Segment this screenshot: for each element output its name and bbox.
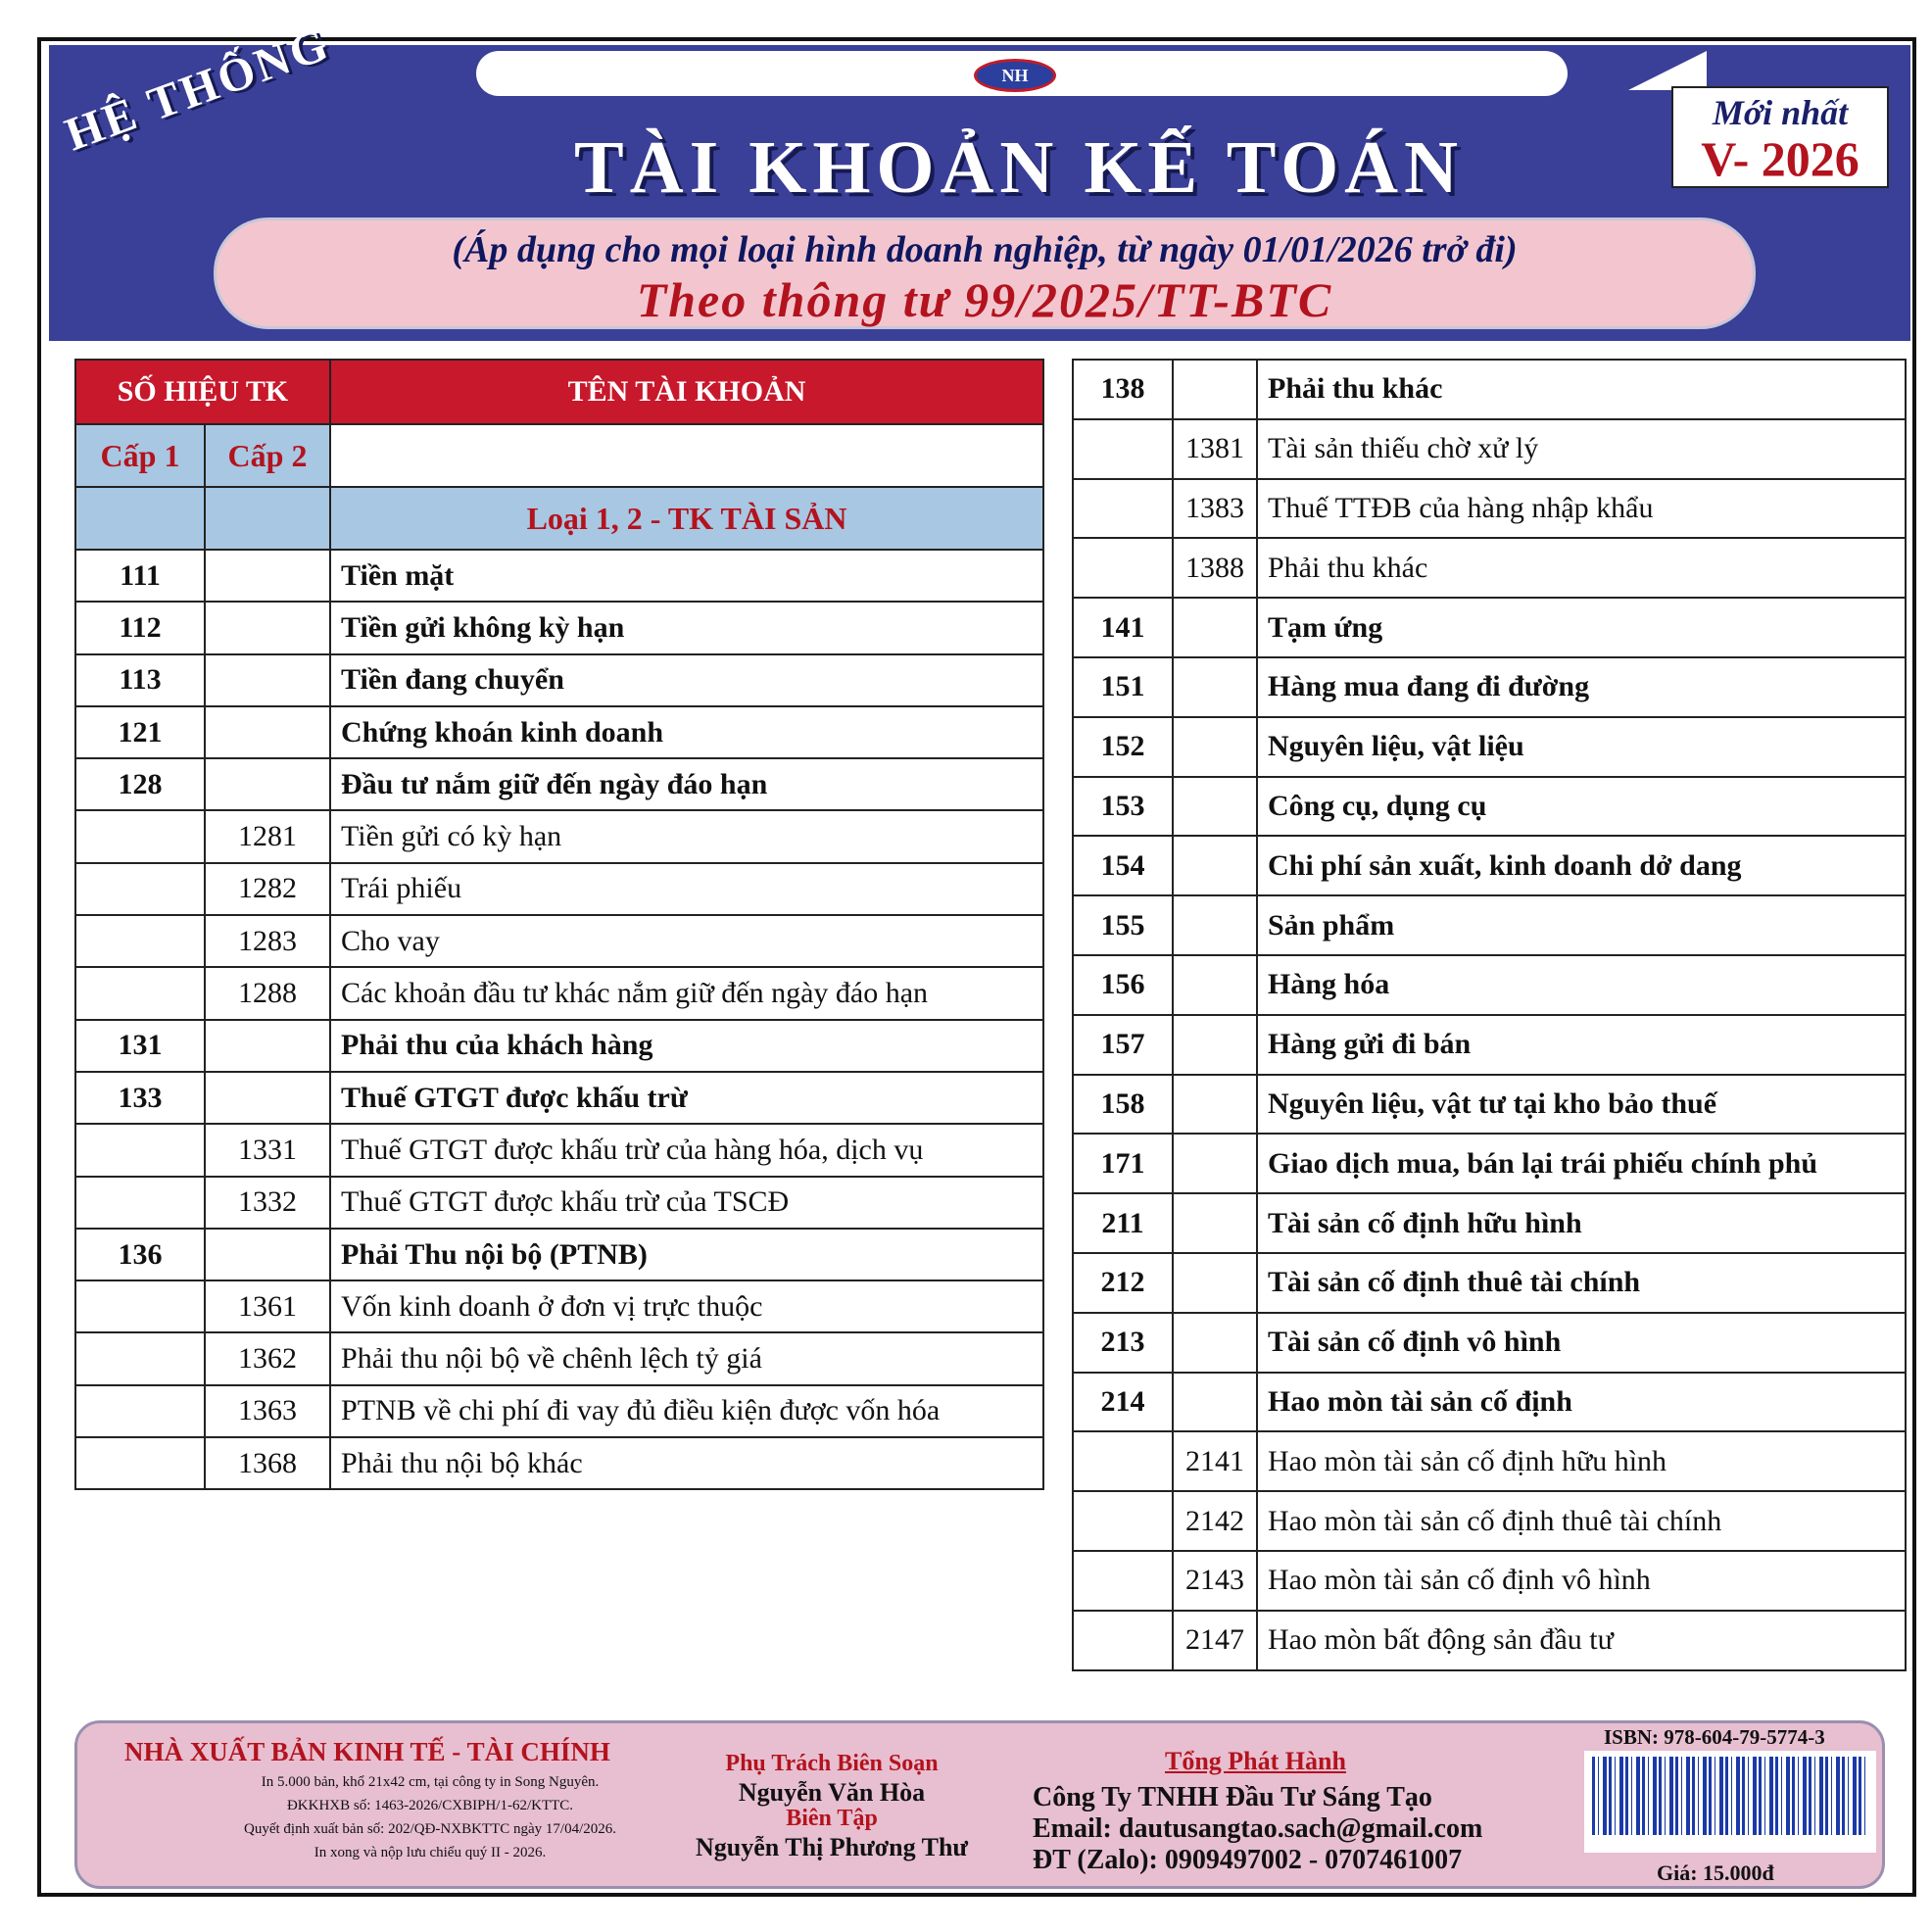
- account-name: Tài sản cố định hữu hình: [1257, 1193, 1906, 1253]
- level1-code: 128: [75, 758, 205, 810]
- account-row: [1073, 360, 1906, 419]
- account-row: [1073, 1373, 1906, 1432]
- subtitle-pill: [214, 217, 1756, 329]
- copyeditor-name: Nguyễn Thị Phương Thư: [695, 1833, 969, 1861]
- distributor-email: Email: dautusangtao.sach@gmail.com: [1033, 1813, 1483, 1844]
- account-name: Hàng mua đang đi đường: [1257, 657, 1906, 717]
- level2-code: 1363: [205, 1385, 330, 1437]
- price-label: Giá: 15.000đ: [1657, 1860, 1774, 1885]
- level2-code: [1173, 836, 1257, 895]
- level2-code: [205, 1229, 330, 1280]
- account-row: [75, 1332, 1043, 1384]
- account-row: [75, 602, 1043, 653]
- level2-code: 1383: [1173, 479, 1257, 539]
- level2-code: [1173, 955, 1257, 1015]
- account-row: [75, 863, 1043, 915]
- account-row: [1073, 479, 1906, 539]
- account-name: Chi phí sản xuất, kinh doanh dở dang: [1257, 836, 1906, 895]
- account-row: [75, 1020, 1043, 1072]
- account-name: Hao mòn tài sản cố định thuê tài chính: [1257, 1491, 1906, 1551]
- level2-code: [1173, 1015, 1257, 1075]
- account-row: [75, 1124, 1043, 1176]
- level1-code: [75, 1437, 205, 1489]
- distributor-label: Tổng Phát Hành: [1165, 1747, 1346, 1775]
- level1-code: [75, 1280, 205, 1332]
- account-name: Tiền gửi có kỳ hạn: [330, 810, 1043, 862]
- level1-code: 156: [1073, 955, 1173, 1015]
- account-row: [1073, 598, 1906, 657]
- copyeditor-label: Biên Tập: [786, 1806, 878, 1831]
- level1-code: [75, 967, 205, 1019]
- subtitle-circular: Theo thông tư 99/2025/TT-BTC: [636, 272, 1333, 327]
- level2-code: 1331: [205, 1124, 330, 1176]
- account-name: PTNB về chi phí đi vay đủ điều kiện được vốn hóa: [330, 1385, 1043, 1437]
- level1-code: 133: [75, 1072, 205, 1124]
- account-row: [1073, 538, 1906, 598]
- account-name: Thuế TTĐB của hàng nhập khẩu: [1257, 479, 1906, 539]
- print-info-line: In 5.000 bản, khổ 21x42 cm, tại công ty in Song Nguyên.: [261, 1774, 600, 1790]
- level2-code: 1362: [205, 1332, 330, 1384]
- category-row: [75, 487, 1043, 550]
- level1-code: [75, 863, 205, 915]
- level2-code: 1282: [205, 863, 330, 915]
- account-row: [75, 1177, 1043, 1229]
- account-name: Tạm ứng: [1257, 598, 1906, 657]
- account-name: Chứng khoán kinh doanh: [330, 706, 1043, 758]
- account-name: Thuế GTGT được khấu trừ của hàng hóa, dịch vụ: [330, 1124, 1043, 1176]
- level1-code: [1073, 1431, 1173, 1491]
- level1-code: [1073, 538, 1173, 598]
- level1-code: [1073, 419, 1173, 479]
- empty-header-cell: [330, 424, 1043, 487]
- level1-code: 154: [1073, 836, 1173, 895]
- level2-code: [1173, 657, 1257, 717]
- level2-code: [1173, 360, 1257, 419]
- publisher-logo: NH: [974, 59, 1056, 92]
- account-name: Tài sản cố định thuê tài chính: [1257, 1253, 1906, 1313]
- level2-code: [205, 758, 330, 810]
- account-name: Tiền mặt: [330, 550, 1043, 602]
- level1-code: 157: [1073, 1015, 1173, 1075]
- print-info-line: Quyết định xuất bản số: 202/QĐ-NXBKTTC ngày 17/04/2026.: [244, 1821, 616, 1837]
- account-name: Tài sản cố định vô hình: [1257, 1313, 1906, 1373]
- publisher-footer: [74, 1720, 1885, 1889]
- level-header-row: [75, 424, 1043, 487]
- level1-code: [1073, 479, 1173, 539]
- level1-code: 131: [75, 1020, 205, 1072]
- empty-category-cell: [205, 487, 330, 550]
- level1-code: 112: [75, 602, 205, 653]
- level1-code: 111: [75, 550, 205, 602]
- level1-column-header: Cấp 1: [75, 424, 205, 487]
- level2-code: [1173, 1253, 1257, 1313]
- level2-code: [1173, 895, 1257, 955]
- level1-code: [75, 1124, 205, 1176]
- level2-code: 2142: [1173, 1491, 1257, 1551]
- level2-code: 1281: [205, 810, 330, 862]
- account-row: [1073, 1551, 1906, 1611]
- level2-code: 2147: [1173, 1611, 1257, 1670]
- level1-code: [1073, 1611, 1173, 1670]
- account-row: [75, 654, 1043, 706]
- account-row: [1073, 717, 1906, 777]
- level2-code: [205, 654, 330, 706]
- account-name: Cho vay: [330, 915, 1043, 967]
- account-name: Phải thu nội bộ khác: [330, 1437, 1043, 1489]
- account-name: Hàng hóa: [1257, 955, 1906, 1015]
- account-name: Trái phiếu: [330, 863, 1043, 915]
- level1-code: 155: [1073, 895, 1173, 955]
- badge-latest-label: Mới nhất: [1712, 93, 1849, 132]
- publisher-name: NHÀ XUẤT BẢN KINH TẾ - TÀI CHÍNH: [124, 1737, 610, 1766]
- account-name: Phải thu khác: [1257, 360, 1906, 419]
- level1-code: 153: [1073, 777, 1173, 837]
- level1-code: 214: [1073, 1373, 1173, 1432]
- account-name: Tiền đang chuyển: [330, 654, 1043, 706]
- account-row: [1073, 419, 1906, 479]
- level2-code: 1283: [205, 915, 330, 967]
- level2-code: [1173, 1075, 1257, 1135]
- account-name: Hao mòn bất động sản đầu tư: [1257, 1611, 1906, 1670]
- account-name: Thuế GTGT được khấu trừ: [330, 1072, 1043, 1124]
- level1-code: [75, 1177, 205, 1229]
- account-name: Đầu tư nắm giữ đến ngày đáo hạn: [330, 758, 1043, 810]
- account-row: [75, 1385, 1043, 1437]
- level2-code: [1173, 1373, 1257, 1432]
- account-name: Tiền gửi không kỳ hạn: [330, 602, 1043, 653]
- level2-code: 1288: [205, 967, 330, 1019]
- level1-code: 171: [1073, 1134, 1173, 1193]
- account-row: [1073, 777, 1906, 837]
- level1-code: 213: [1073, 1313, 1173, 1373]
- level1-code: 211: [1073, 1193, 1173, 1253]
- empty-category-cell: [75, 487, 205, 550]
- account-row: [1073, 955, 1906, 1015]
- distributor-phone: ĐT (Zalo): 0909497002 - 0707461007: [1033, 1845, 1463, 1875]
- level2-code: [205, 706, 330, 758]
- level2-code: 1368: [205, 1437, 330, 1489]
- level1-code: 138: [1073, 360, 1173, 419]
- account-row: [75, 810, 1043, 862]
- account-name: Hao mòn tài sản cố định hữu hình: [1257, 1431, 1906, 1491]
- subtitle-applicability: (Áp dụng cho mọi loại hình doanh nghiệp, từ ngày 01/01/2026 trở đi): [452, 229, 1518, 270]
- level1-code: [75, 915, 205, 967]
- account-row: [1073, 1313, 1906, 1373]
- barcode-bars: [1592, 1757, 1866, 1835]
- badge-pointer: [1628, 51, 1707, 90]
- level2-code: 1332: [205, 1177, 330, 1229]
- title-prefix: HỆ THỐNG: [58, 17, 338, 162]
- account-row: [1073, 895, 1906, 955]
- level2-code: [205, 602, 330, 653]
- account-name: Vốn kinh doanh ở đơn vị trực thuộc: [330, 1280, 1043, 1332]
- level2-column-header: Cấp 2: [205, 424, 330, 487]
- table-header-row: [75, 360, 1043, 424]
- account-row: [75, 1437, 1043, 1489]
- level2-code: [1173, 598, 1257, 657]
- page-title: TÀI KHOẢN KẾ TOÁN: [574, 126, 1464, 209]
- account-row: [1073, 1134, 1906, 1193]
- name-column-header: TÊN TÀI KHOẢN: [330, 360, 1043, 424]
- category-label: Loại 1, 2 - TK TÀI SẢN: [330, 487, 1043, 550]
- account-name: Nguyên liệu, vật tư tại kho bảo thuế: [1257, 1075, 1906, 1135]
- account-row: [1073, 836, 1906, 895]
- print-info-line: In xong và nộp lưu chiểu quý II - 2026.: [314, 1845, 547, 1860]
- account-row: [1073, 1611, 1906, 1670]
- account-name: Giao dịch mua, bán lại trái phiếu chính phủ: [1257, 1134, 1906, 1193]
- account-row: [75, 1229, 1043, 1280]
- account-row: [1073, 657, 1906, 717]
- level1-code: [75, 810, 205, 862]
- distributor-name: Công Ty TNHH Đầu Tư Sáng Tạo: [1033, 1782, 1432, 1812]
- level1-code: [75, 1332, 205, 1384]
- level2-code: 1381: [1173, 419, 1257, 479]
- level2-code: [205, 1072, 330, 1124]
- account-row: [75, 1280, 1043, 1332]
- accounts-table-left: [74, 359, 1044, 1490]
- account-name: Nguyên liệu, vật liệu: [1257, 717, 1906, 777]
- editor-label: Phụ Trách Biên Soạn: [725, 1751, 939, 1776]
- level2-code: [1173, 1193, 1257, 1253]
- level2-code: 1388: [1173, 538, 1257, 598]
- account-name: Sản phẩm: [1257, 895, 1906, 955]
- account-row: [75, 1072, 1043, 1124]
- account-name: Phải thu khác: [1257, 538, 1906, 598]
- level2-code: [205, 1020, 330, 1072]
- print-info-line: ĐKKHXB số: 1463-2026/CXBIPH/1-62/KTTC.: [286, 1798, 574, 1813]
- account-name: Hao mòn tài sản cố định: [1257, 1373, 1906, 1432]
- level2-code: 2143: [1173, 1551, 1257, 1611]
- accounts-table-right: [1072, 359, 1907, 1671]
- account-row: [1073, 1491, 1906, 1551]
- account-name: Công cụ, dụng cụ: [1257, 777, 1906, 837]
- account-row: [1073, 1431, 1906, 1491]
- code-column-header: SỐ HIỆU TK: [75, 360, 330, 424]
- level2-code: [205, 550, 330, 602]
- account-name: Các khoản đầu tư khác nắm giữ đến ngày đáo hạn: [330, 967, 1043, 1019]
- badge-version: V- 2026: [1701, 131, 1860, 186]
- level1-code: 212: [1073, 1253, 1173, 1313]
- level1-code: [1073, 1551, 1173, 1611]
- level2-code: [1173, 1313, 1257, 1373]
- level1-code: 151: [1073, 657, 1173, 717]
- version-badge: [1671, 86, 1889, 188]
- level1-code: 113: [75, 654, 205, 706]
- account-row: [75, 915, 1043, 967]
- level1-code: 158: [1073, 1075, 1173, 1135]
- account-row: [1073, 1253, 1906, 1313]
- account-name: Tài sản thiếu chờ xử lý: [1257, 419, 1906, 479]
- account-row: [1073, 1015, 1906, 1075]
- level1-code: 136: [75, 1229, 205, 1280]
- account-name: Phải thu nội bộ về chênh lệch tỷ giá: [330, 1332, 1043, 1384]
- account-row: [75, 550, 1043, 602]
- account-name: Phải thu của khách hàng: [330, 1020, 1043, 1072]
- account-row: [1073, 1075, 1906, 1135]
- level1-code: 141: [1073, 598, 1173, 657]
- level1-code: [75, 1385, 205, 1437]
- account-row: [75, 706, 1043, 758]
- account-name: Hao mòn tài sản cố định vô hình: [1257, 1551, 1906, 1611]
- isbn-number: ISBN: 978-604-79-5774-3: [1604, 1725, 1825, 1749]
- level2-code: [1173, 717, 1257, 777]
- level2-code: [1173, 777, 1257, 837]
- account-name: Hàng gửi đi bán: [1257, 1015, 1906, 1075]
- account-row: [75, 967, 1043, 1019]
- account-name: Thuế GTGT được khấu trừ của TSCĐ: [330, 1177, 1043, 1229]
- account-row: [1073, 1193, 1906, 1253]
- level2-code: 2141: [1173, 1431, 1257, 1491]
- account-name: Phải Thu nội bộ (PTNB): [330, 1229, 1043, 1280]
- isbn-barcode: [1584, 1751, 1876, 1853]
- level1-code: 152: [1073, 717, 1173, 777]
- level1-code: 121: [75, 706, 205, 758]
- level2-code: 1361: [205, 1280, 330, 1332]
- editor-name: Nguyễn Văn Hòa: [738, 1778, 926, 1807]
- level2-code: [1173, 1134, 1257, 1193]
- account-row: [75, 758, 1043, 810]
- level1-code: [1073, 1491, 1173, 1551]
